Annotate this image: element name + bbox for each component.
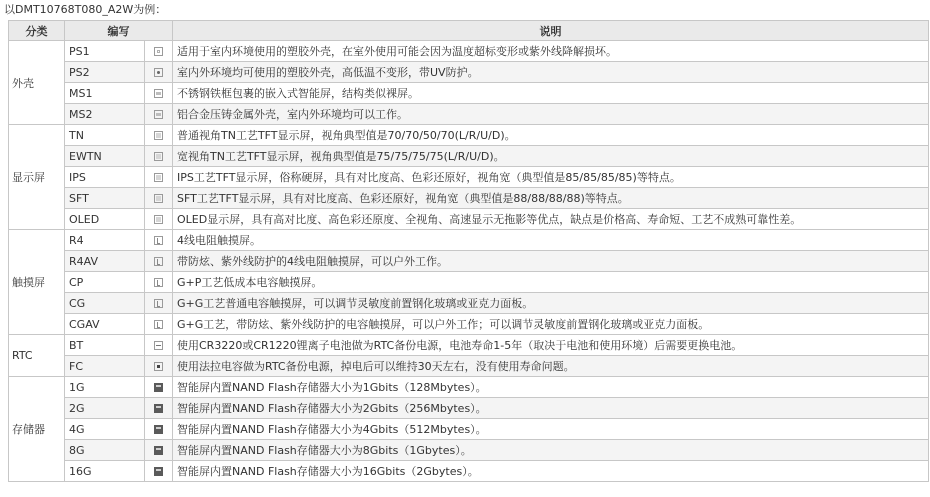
screen-icon — [154, 173, 163, 182]
icon-cell — [145, 440, 173, 461]
capacitor-icon — [154, 362, 163, 371]
table-row — [9, 230, 929, 251]
table-row — [9, 62, 929, 83]
code-cell: EWTN — [65, 146, 145, 167]
table-row — [9, 146, 929, 167]
icon-cell — [145, 293, 173, 314]
icon-cell — [145, 146, 173, 167]
description-cell: 宽视角TN工艺TFT显示屏，视角典型值是75/75/75/75(L/R/U/D)。 — [173, 146, 929, 167]
table-row — [9, 41, 929, 62]
description-cell: 普通视角TN工艺TFT显示屏，视角典型值是70/70/50/70(L/R/U/D)。 — [173, 125, 929, 146]
table-row — [9, 293, 929, 314]
table-row — [9, 377, 929, 398]
touch-icon — [154, 236, 163, 245]
description-cell: G+G工艺，带防炫、紫外线防护的电容触摸屏，可以户外工作；可以调节灵敏度前置钢化玻璃或亚克力面板。 — [173, 314, 929, 335]
table-row — [9, 83, 929, 104]
table-row — [9, 356, 929, 377]
description-cell: 智能屏内置NAND Flash存储器大小为2Gbits（256Mbytes）。 — [173, 398, 929, 419]
code-cell: FC — [65, 356, 145, 377]
code-cell: 2G — [65, 398, 145, 419]
table-row — [9, 104, 929, 125]
description-cell: 智能屏内置NAND Flash存储器大小为8Gbits（1Gbytes）。 — [173, 440, 929, 461]
icon-cell — [145, 461, 173, 482]
header-code: 编写 — [65, 21, 173, 41]
icon-cell — [145, 209, 173, 230]
code-cell: 1G — [65, 377, 145, 398]
screen-icon — [154, 194, 163, 203]
table-row — [9, 419, 929, 440]
description-cell: IPS工艺TFT显示屏，俗称硬屏，具有对比度高、色彩还原好，视角宽（典型值是85/85/85/85)等特点。 — [173, 167, 929, 188]
flash-icon — [154, 446, 163, 455]
battery-icon — [154, 341, 163, 350]
description-cell: 室内外环境均可使用的塑胶外壳，高低温不变形，带UV防护。 — [173, 62, 929, 83]
frame-icon — [154, 110, 163, 119]
code-cell: R4 — [65, 230, 145, 251]
category-cell: 触摸屏 — [9, 230, 65, 335]
screen-icon — [154, 152, 163, 161]
table-caption: 以DMT10768T080_A2W为例： — [4, 3, 167, 16]
touch-icon — [154, 320, 163, 329]
code-cell: MS2 — [65, 104, 145, 125]
description-cell: 适用于室内环境使用的塑胶外壳，在室外使用可能会因为温度超标变形或紫外线降解损坏。 — [173, 41, 929, 62]
icon-cell — [145, 335, 173, 356]
code-cell: CGAV — [65, 314, 145, 335]
code-cell: PS1 — [65, 41, 145, 62]
table-row — [9, 188, 929, 209]
header-description: 说明 — [173, 21, 929, 41]
description-cell: 不锈钢铁框包裹的嵌入式智能屏，结构类似裸屏。 — [173, 83, 929, 104]
description-cell: 带防炫、紫外线防护的4线电阻触摸屏，可以户外工作。 — [173, 251, 929, 272]
category-cell: 外壳 — [9, 41, 65, 125]
table-row — [9, 125, 929, 146]
icon-cell — [145, 314, 173, 335]
description-cell: G+P工艺低成本电容触摸屏。 — [173, 272, 929, 293]
flash-icon — [154, 425, 163, 434]
touch-icon — [154, 278, 163, 287]
table-row — [9, 398, 929, 419]
code-cell: 16G — [65, 461, 145, 482]
code-cell: BT — [65, 335, 145, 356]
frame-icon — [154, 89, 163, 98]
description-cell: SFT工艺TFT显示屏，具有对比度高、色彩还原好，视角宽（典型值是88/88/88/88)等特点。 — [173, 188, 929, 209]
table-header-row — [9, 21, 929, 41]
case-icon — [154, 47, 163, 56]
model-code-table — [8, 20, 929, 482]
icon-cell — [145, 398, 173, 419]
icon-cell — [145, 188, 173, 209]
code-cell: TN — [65, 125, 145, 146]
code-cell: SFT — [65, 188, 145, 209]
touch-icon — [154, 257, 163, 266]
icon-cell — [145, 125, 173, 146]
code-cell: R4AV — [65, 251, 145, 272]
description-cell: 使用法拉电容做为RTC备份电源，掉电后可以维持30天左右，没有使用寿命问题。 — [173, 356, 929, 377]
icon-cell — [145, 419, 173, 440]
icon-cell — [145, 377, 173, 398]
description-cell: 智能屏内置NAND Flash存储器大小为4Gbits（512Mbytes）。 — [173, 419, 929, 440]
touch-icon — [154, 299, 163, 308]
description-cell: 智能屏内置NAND Flash存储器大小为1Gbits（128Mbytes）。 — [173, 377, 929, 398]
table-row — [9, 461, 929, 482]
flash-icon — [154, 383, 163, 392]
code-cell: CP — [65, 272, 145, 293]
description-cell: 4线电阻触摸屏。 — [173, 230, 929, 251]
table-row — [9, 314, 929, 335]
table-row — [9, 440, 929, 461]
header-category: 分类 — [9, 21, 65, 41]
flash-icon — [154, 404, 163, 413]
description-cell: 铝合金压铸金属外壳，室内外环境均可以工作。 — [173, 104, 929, 125]
flash-icon — [154, 467, 163, 476]
icon-cell — [145, 41, 173, 62]
screen-icon — [154, 131, 163, 140]
icon-cell — [145, 356, 173, 377]
code-cell: MS1 — [65, 83, 145, 104]
dot-icon — [154, 68, 163, 77]
screen-icon — [154, 215, 163, 224]
icon-cell — [145, 104, 173, 125]
code-cell: IPS — [65, 167, 145, 188]
code-cell: CG — [65, 293, 145, 314]
icon-cell — [145, 83, 173, 104]
icon-cell — [145, 62, 173, 83]
icon-cell — [145, 230, 173, 251]
description-cell: G+G工艺普通电容触摸屏，可以调节灵敏度前置钢化玻璃或亚克力面板。 — [173, 293, 929, 314]
description-cell: OLED显示屏，具有高对比度、高色彩还原度、全视角、高速显示无拖影等优点，缺点是价格高、寿命短、工艺不成熟可靠性差。 — [173, 209, 929, 230]
icon-cell — [145, 251, 173, 272]
table-row — [9, 335, 929, 356]
description-cell: 使用CR3220或CR1220锂离子电池做为RTC备份电源，电池寿命1-5年（取决于电池和使用环境）后需要更换电池。 — [173, 335, 929, 356]
table-row — [9, 272, 929, 293]
category-cell: 存储器 — [9, 377, 65, 482]
table-row — [9, 167, 929, 188]
description-cell: 智能屏内置NAND Flash存储器大小为16Gbits（2Gbytes）。 — [173, 461, 929, 482]
code-cell: 8G — [65, 440, 145, 461]
icon-cell — [145, 272, 173, 293]
code-cell: 4G — [65, 419, 145, 440]
table-row — [9, 209, 929, 230]
category-cell: 显示屏 — [9, 125, 65, 230]
code-cell: PS2 — [65, 62, 145, 83]
code-cell: OLED — [65, 209, 145, 230]
icon-cell — [145, 167, 173, 188]
category-cell: RTC — [9, 335, 65, 377]
table-row — [9, 251, 929, 272]
